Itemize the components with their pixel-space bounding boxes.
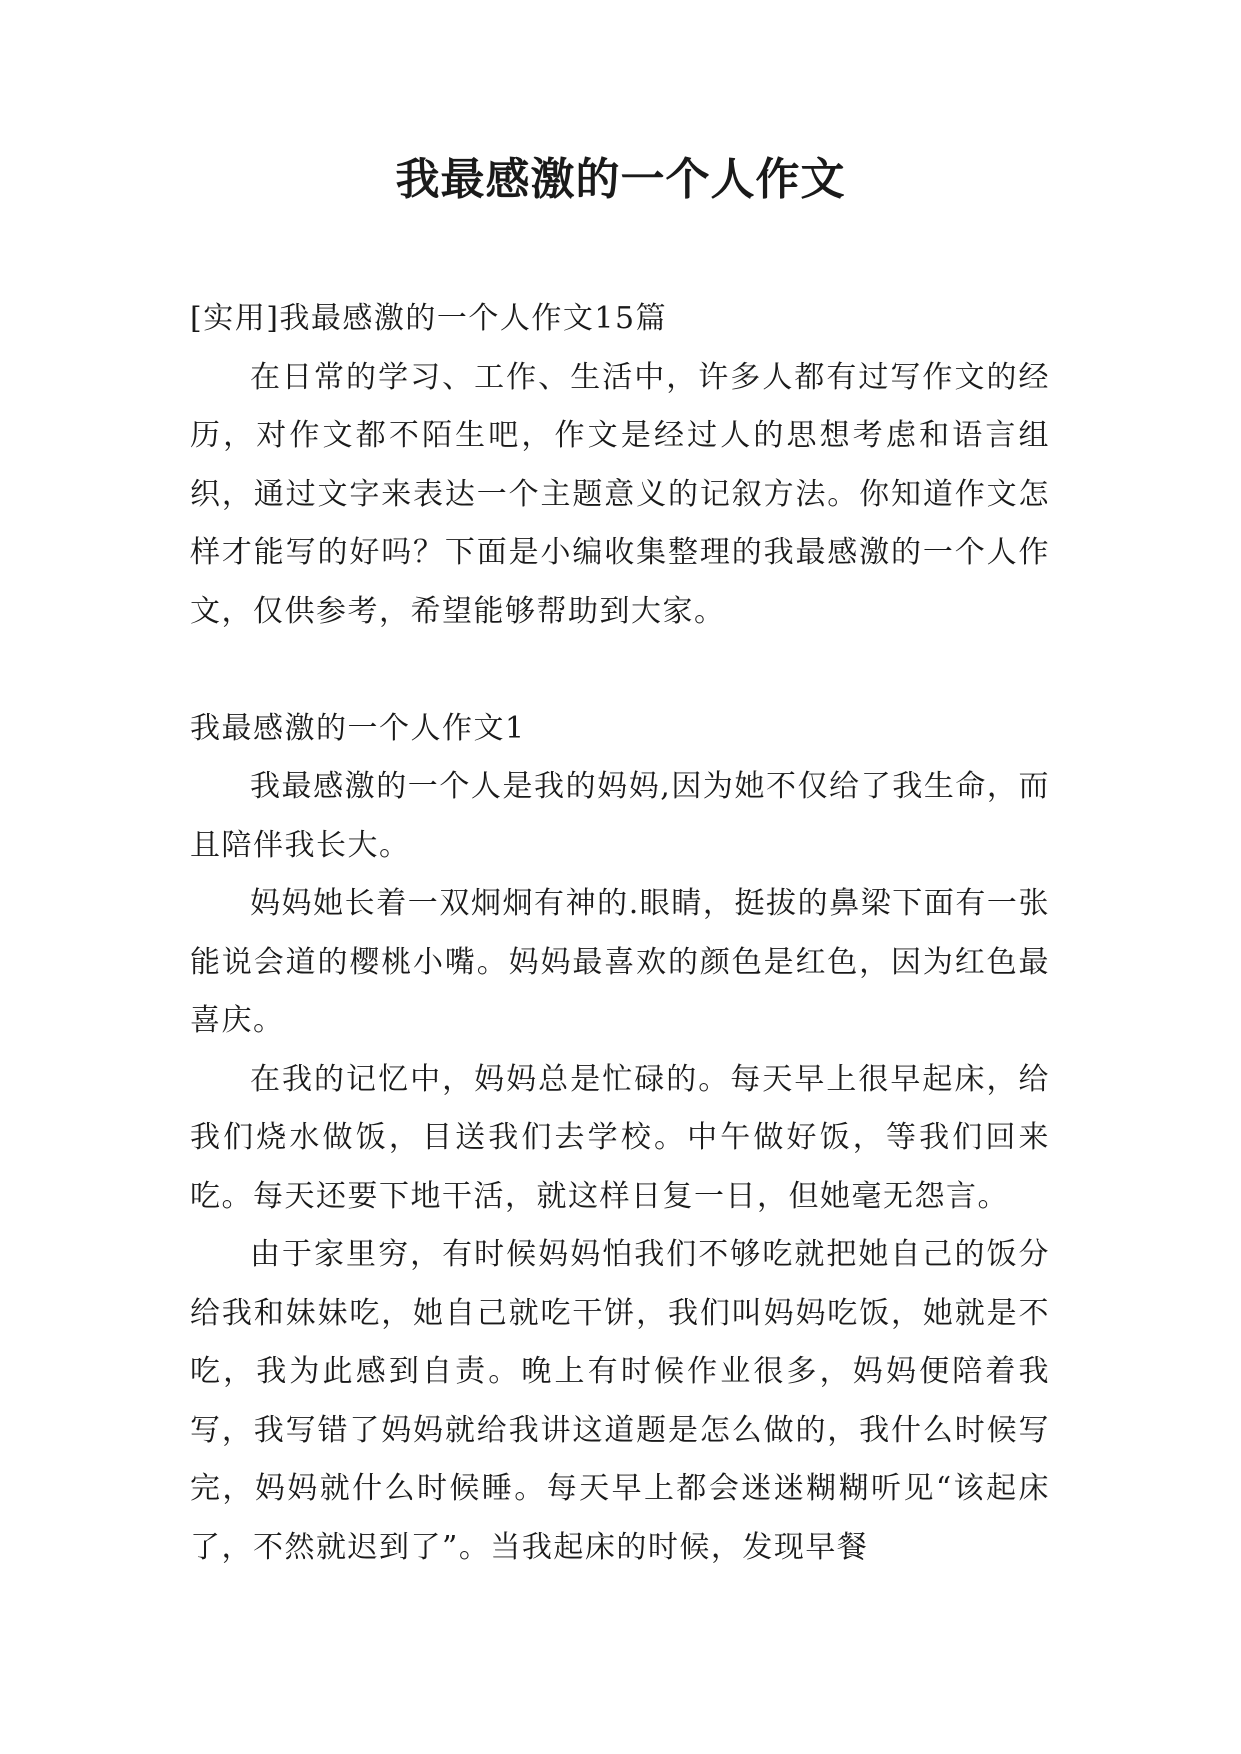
paragraph-spacer	[190, 641, 1050, 700]
intro-paragraph: 在日常的学习、工作、生活中，许多人都有过写作文的经历，对作文都不陌生吧，作文是经过人的思想考虑和语言组织，通过文字来表达一个主题意义的记叙方法。你知道作文怎样才能写的好吗？下面是小编收集整理的我最感激的一个人作文，仅供参考，希望能够帮助到大家。	[190, 359, 1050, 629]
document-body	[190, 290, 1050, 1577]
body-paragraph: 我最感激的一个人是我的妈妈,因为她不仅给了我生命，而且陪伴我长大。	[190, 769, 1050, 863]
section-heading: 我最感激的一个人作文1	[190, 710, 526, 746]
body-paragraph: 妈妈她长着一双炯炯有神的.眼睛，挺拔的鼻梁下面有一张能说会道的樱桃小嘴。妈妈最喜欢的颜色是红色，因为红色最喜庆。	[190, 886, 1050, 1038]
page-title: 我最感激的一个人作文	[395, 154, 846, 205]
body-paragraph: 在我的记忆中，妈妈总是忙碌的。每天早上很早起床，给我们烧水做饭，目送我们去学校。中午做好饭，等我们回来吃。每天还要下地干活，就这样日复一日，但她毫无怨言。	[190, 1061, 1050, 1214]
document-subtitle: [实用]我最感激的一个人作文15篇	[190, 301, 668, 336]
body-paragraph: 由于家里穷，有时候妈妈怕我们不够吃就把她自己的饭分给我和妹妹吃，她自己就吃干饼，我们叫妈妈吃饭，她就是不吃，我为此感到自责。晚上有时候作业很多，妈妈便陪着我写，我写错了妈妈就给我讲这道题是怎么做的，我什么时候写完，妈妈就什么时候睡。每天早上都会迷迷糊糊听见“该起床了，不然就迟到了”。当我起床的时候，发现早餐	[190, 1237, 1050, 1565]
